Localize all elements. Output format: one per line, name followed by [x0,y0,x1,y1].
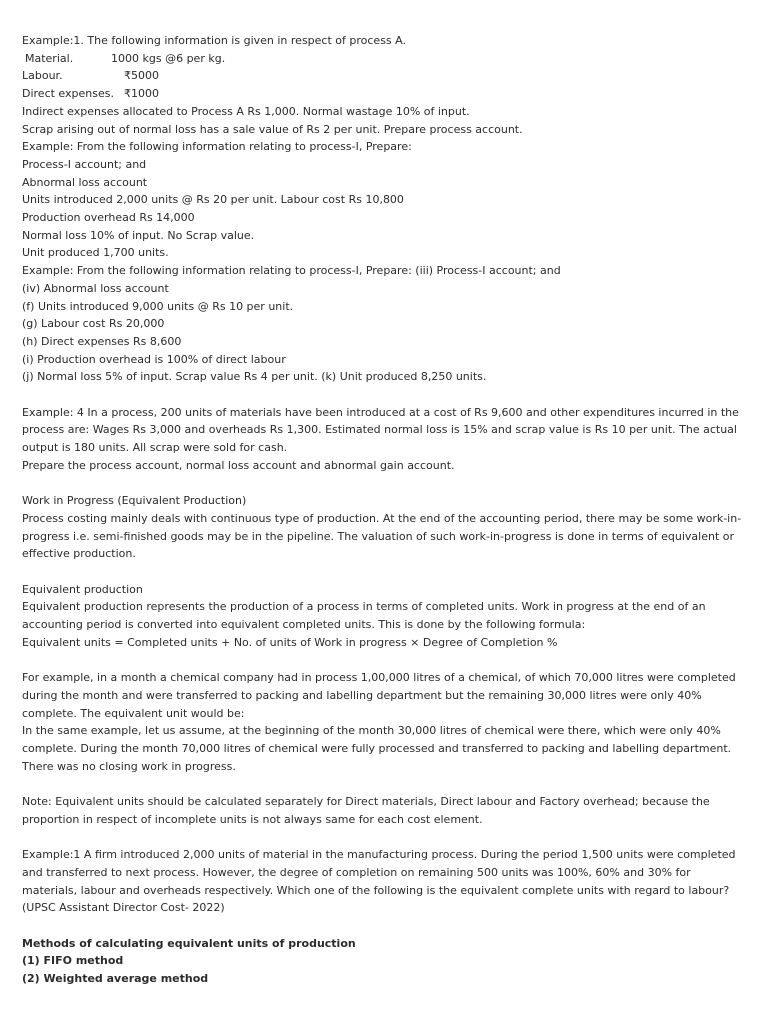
labour-value: ₹5000 [124,69,159,83]
fifo-method: (1) FIFO method [22,954,124,968]
example-4-prepare: Prepare the process account, normal loss account and abnormal gain account. [22,458,455,472]
example-3-line: (g) Labour cost Rs 20,000 [22,317,165,331]
example-3-line: (iv) Abnormal loss account [22,281,169,295]
example-4-paragraph: Example: 4 In a process, 200 units of materials have been introduced at a cost of Rs 9,600 and other expenditures incurred in the process are: Wages Rs 3,000 and overheads Rs 1,300. Estimated normal loss is 15% and scrap value is Rs 10 per unit. The actual output is 180 units. All scrap were sold for cash. [22,405,739,455]
spacer [22,563,746,581]
example-1-line-1: Indirect expenses allocated to Process A Rs 1,000. Normal wastage 10% of input. [22,104,470,118]
spacer [22,475,746,493]
upsc-example-paragraph: Example:1 A firm introduced 2,000 units of material in the manufacturing process. During the period 1,500 units were completed and transferred to next process. However, the degree of completion on remaining 500 units was 100%, 60% and 30% for materials, labour and overheads respectively. Which one of the following is the equivalent complete units with regard to labour? (UPSC Assistant Director Cost- 2022) [22,848,736,915]
spacer [22,652,746,670]
equivalent-production-paragraph: Equivalent production represents the production of a process in terms of completed units. Work in progress at the end of an accounting period is converted into equivalent completed units. This is done by the following formula: [22,600,706,632]
example-1-title: Example:1. The following information is given in respect of process A. [22,34,406,47]
example-2-line: Units introduced 2,000 units @ Rs 20 per unit. Labour cost Rs 10,800 [22,193,404,207]
example-2-line: Unit produced 1,700 units. [22,246,169,260]
labour-row [22,67,746,85]
example-2-line: Production overhead Rs 14,000 [22,211,195,225]
spacer [22,917,746,935]
example-2-line: Normal loss 10% of input. No Scrap value. [22,228,255,242]
material-row [22,50,746,68]
equivalent-units-formula: Equivalent units = Completed units + No. of units of Work in progress × Degree of Completion % [22,635,558,649]
direct-expenses-value: ₹1000 [124,87,159,101]
example-3-line: (h) Direct expenses Rs 8,600 [22,334,182,348]
same-example-paragraph: In the same example, let us assume, at the beginning of the month 30,000 litres of chemical were there, which were only 40% complete. During the month 70,000 litres of chemical were fully processed and transferred to packing and labelling department. There was no closing work in progress. [22,724,732,773]
material-label: Material. [25,51,74,65]
for-example-paragraph: For example, in a month a chemical company had in process 1,00,000 litres of a chemical, of which 70,000 litres were completed during the month and were transferred to packing and labelling department but the remaining 30,000 litres were only 40% complete. The equivalent unit would be: [22,671,736,720]
example-3-line: (j) Normal loss 5% of input. Scrap value Rs 4 per unit. (k) Unit produced 8,250 units. [22,370,487,384]
example-3-line: (f) Units introduced 9,000 units @ Rs 10 per unit. [22,299,294,313]
direct-expenses-row [22,85,746,103]
wip-heading: Work in Progress (Equivalent Production) [22,494,247,508]
example-3-line: (i) Production overhead is 100% of direct labour [22,352,286,366]
equivalent-production-heading: Equivalent production [22,582,143,596]
spacer [22,386,746,404]
methods-heading: Methods of calculating equivalent units of production [22,936,356,950]
example-1-line-2: Scrap arising out of normal loss has a sale value of Rs 2 per unit. Prepare process account. [22,122,523,136]
note-paragraph: Note: Equivalent units should be calculated separately for Direct materials, Direct labour and Factory overhead; because the proportion in respect of incomplete units is not always same for each cost element. [22,795,710,826]
example-2-line: Abnormal loss account [22,175,148,189]
direct-expenses-label: Direct expenses. [22,87,114,101]
example-2-line: Example: From the following information relating to process-I, Prepare: [22,140,412,154]
wip-paragraph: Process costing mainly deals with continuous type of production. At the end of the accounting period, there may be some work-in-progress i.e. semi-finished goods may be in the pipeline. The valuation of such work-in-progress is done in terms of equivalent or effective production. [22,511,742,561]
material-value: 1000 kgs @6 per kg. [111,51,226,65]
spacer [22,829,746,847]
example-2-line: Process-I account; and [22,157,147,171]
spacer [22,775,746,793]
example-3-line: Example: From the following information relating to process-I, Prepare: (iii) Process-I account; and [22,264,561,278]
labour-label: Labour. [22,69,63,83]
weighted-average-method: (2) Weighted average method [22,972,209,986]
